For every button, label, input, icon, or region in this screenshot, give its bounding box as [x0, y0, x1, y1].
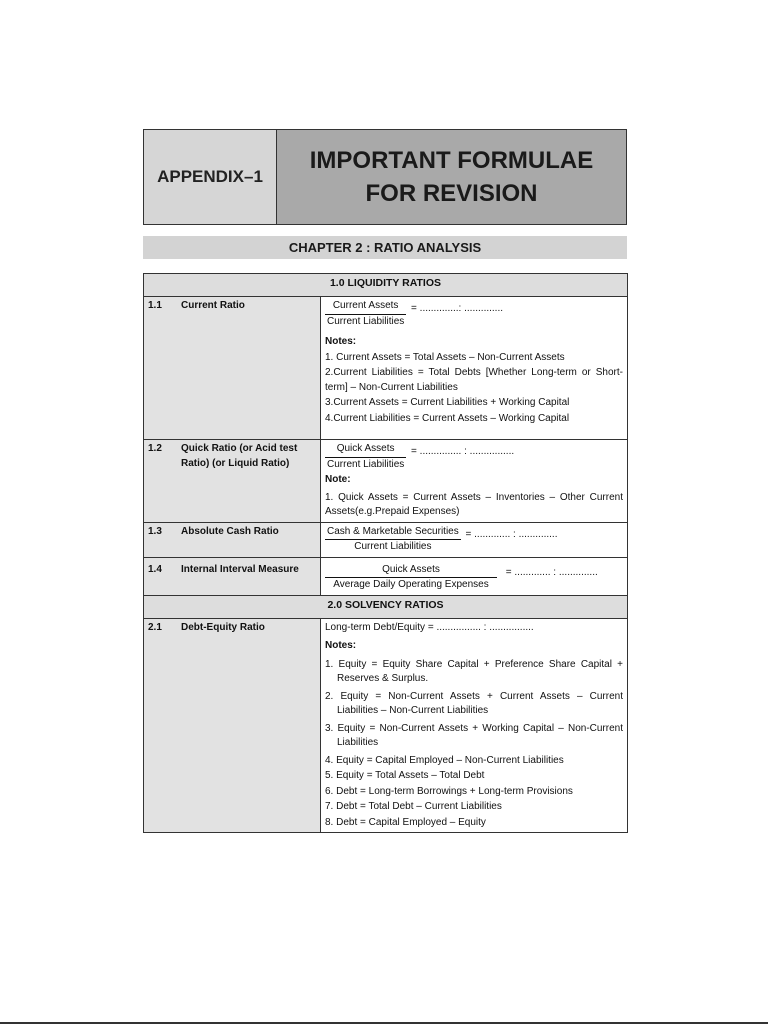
formula-result: = ..............: ..............: [411, 303, 504, 314]
ratio-number: 1.4: [148, 563, 162, 575]
notes-label: Notes:: [325, 640, 357, 651]
formula-cell: [321, 522, 628, 557]
note-item: 3.Current Assets = Current Liabilities + Working Capital: [325, 397, 570, 408]
ratio-label-cell: [144, 522, 321, 557]
appendix-header: [143, 129, 627, 225]
title-line-1: IMPORTANT FORMULAE: [309, 147, 594, 174]
formula-cell: [321, 297, 628, 440]
title-line-2: FOR REVISION: [365, 180, 538, 207]
formula-cell: [321, 618, 628, 833]
ratio-label-cell: [144, 297, 321, 440]
fraction-numerator: Current Assets: [325, 299, 406, 315]
formula-fraction: [325, 563, 497, 593]
chapter-heading: CHAPTER 2 : RATIO ANALYSIS: [143, 236, 627, 259]
fraction-denominator: Current Liabilities: [327, 458, 405, 470]
notes-label: Notes:: [325, 336, 357, 347]
table-row: [144, 557, 628, 595]
table-row: [144, 522, 628, 557]
ratio-number: 1.1: [148, 300, 162, 311]
formula-table: [143, 273, 628, 833]
note-item: 8. Debt = Capital Employed – Equity: [325, 816, 486, 828]
formula-fraction: [325, 525, 461, 555]
appendix-label: APPENDIX–1: [144, 130, 277, 224]
notes-label: Note:: [325, 474, 351, 485]
ratio-number: 1.3: [148, 525, 162, 537]
fraction-numerator: Quick Assets: [325, 563, 497, 579]
ratio-name: Current Ratio: [181, 300, 245, 311]
table-row: [144, 440, 628, 523]
note-item: 5. Equity = Total Assets – Total Debt: [325, 770, 485, 781]
ratio-name: Internal Interval Measure: [181, 563, 299, 575]
section-heading-solvency: 2.0 SOLVENCY RATIOS: [144, 595, 628, 618]
formula-text: Long-term Debt/Equity = ................ : ................: [325, 621, 534, 633]
section-heading-liquidity: 1.0 LIQUIDITY RATIOS: [144, 274, 628, 297]
formula-result: = ............... : ................: [411, 446, 515, 457]
table-row: [144, 297, 628, 440]
ratio-name: Absolute Cash Ratio: [181, 525, 279, 537]
fraction-numerator: Quick Assets: [325, 442, 406, 458]
note-item: 1. Equity = Equity Share Capital + Preference Share Capital + Reserves & Surplus.: [325, 658, 623, 684]
note-item: 4. Equity = Capital Employed – Non-Current Liabilities: [325, 754, 564, 766]
formula-fraction: [325, 299, 406, 329]
note-item: 6. Debt = Long-term Borrowings + Long-term Provisions: [325, 785, 573, 797]
ratio-name: Quick Ratio (or Acid test Ratio) (or Liquid Ratio): [181, 443, 298, 469]
table-row: [144, 618, 628, 833]
fraction-denominator: Current Liabilities: [327, 315, 405, 327]
fraction-denominator: Average Daily Operating Expenses: [333, 579, 489, 590]
ratio-number: 1.2: [148, 443, 162, 454]
ratio-label-cell: [144, 440, 321, 523]
note-item: 7. Debt = Total Debt – Current Liabilities: [325, 801, 502, 812]
note-item: 4.Current Liabilities = Current Assets – Working Capital: [325, 412, 570, 424]
fraction-denominator: Current Liabilities: [354, 541, 432, 552]
formula-cell: [321, 557, 628, 595]
page-title: [277, 130, 626, 224]
ratio-label-cell: [144, 557, 321, 595]
ratio-label-cell: [144, 618, 321, 833]
note-item: 2. Equity = Non-Current Assets + Current Assets – Current Liabilities – Non-Current Liabilities: [325, 690, 623, 716]
formula-result: = ............. : ..............: [465, 528, 558, 540]
note-item: 1. Current Assets = Total Assets – Non-Current Assets: [325, 351, 565, 363]
formula-fraction: [325, 442, 406, 472]
note-item: 2.Current Liabilities = Total Debts [Whether Long-term or Short-term] – Non-Current Liabilities: [325, 367, 623, 393]
ratio-number: 2.1: [148, 621, 162, 633]
section-row-solvency: [144, 595, 628, 618]
note-item: 3. Equity = Non-Current Assets + Working Capital – Non-Current Liabilities: [325, 722, 623, 748]
fraction-numerator: Cash & Marketable Securities: [325, 525, 461, 541]
formula-result: = ............. : ..............: [505, 566, 598, 578]
section-row-liquidity: [144, 274, 628, 297]
formula-cell: [321, 440, 628, 523]
note-item: 1. Quick Assets = Current Assets – Inventories – Other Current Assets(e.g.Prepaid Expenses): [325, 491, 623, 517]
ratio-name: Debt-Equity Ratio: [181, 621, 265, 633]
